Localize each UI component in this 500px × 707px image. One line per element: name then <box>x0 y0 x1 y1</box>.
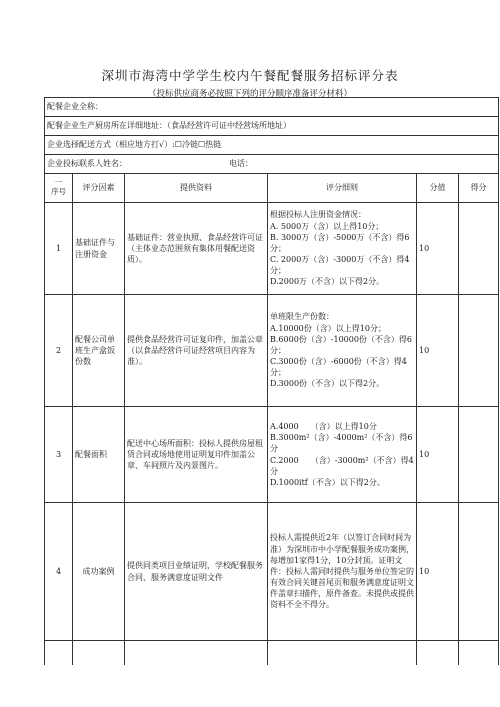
page-title: 深圳市海湾中学学生校内午餐配餐服务招标评分表 <box>101 68 399 83</box>
row-score: 10 <box>417 203 459 295</box>
page-subtitle: （投标供应商务必按照下列的评分顺序准备评分材料） <box>147 89 352 99</box>
table-row <box>45 503 499 641</box>
continued-cell <box>417 641 459 666</box>
header-score: 分值 <box>417 174 459 203</box>
row-criteria <box>268 295 417 407</box>
table-row-continued <box>45 641 499 666</box>
row-seq: 3 <box>45 407 73 503</box>
criteria-line: C. 2000万（含）-3000万（不含）得4分； <box>270 255 410 276</box>
contact-row <box>45 155 499 174</box>
table-header-row <box>45 174 499 203</box>
criteria-line: C.3000份（含）-6000份（不含）得4分； <box>270 357 407 378</box>
row-factor: 配餐公司单班生产盒饭份数 <box>73 295 125 407</box>
criteria-line: A.10000份（含）以上得10分； <box>270 323 386 333</box>
header-seq-label: 序号 <box>51 186 66 196</box>
row-seq: 2 <box>45 295 73 407</box>
row-factor: 基础证件与注册资金 <box>73 203 125 295</box>
criteria-line: B. 3000万（含）-5000万（不含）得6分； <box>270 232 410 253</box>
row-score: 10 <box>417 407 459 503</box>
row-factor: 成功案例 <box>73 503 125 641</box>
company-name-row <box>45 98 499 117</box>
criteria-line: D.1000itf（不含）以下得2分。 <box>270 477 385 487</box>
row-materials: 基础证件：营业执照、食品经营许可证（主体业态范围须有集体用餐配送资质）。 <box>125 203 268 295</box>
criteria-line: D.2000万（不含）以下得2分。 <box>270 277 385 287</box>
continued-cell <box>459 641 499 666</box>
row-materials: 提供同类项目业绩证明，学校配餐服务合同、服务满意度证明文件 <box>125 503 268 641</box>
header-seq-dash: 一 <box>54 177 63 187</box>
contact-phone-label: 电话： <box>229 159 253 169</box>
table-row <box>45 203 499 295</box>
delivery-mode-field: 企业选择配送方式（相应地方打√）:☐冷链☐热链 <box>45 136 499 155</box>
header-points: 得分 <box>459 174 499 203</box>
row-points <box>459 203 499 295</box>
continued-cell <box>125 641 268 666</box>
row-materials: 配送中心场所面积：投标人提供房屋租赁合同或场地使用证明复印件加盖公章、车间照片及内景图片。 <box>125 407 268 503</box>
criteria-line: A.4000 （含）以上得10分 <box>270 421 377 431</box>
table-row <box>45 407 499 503</box>
row-materials: 提供食品经营许可证复印件，加盖公章（以食品经营许可证经营项目内容为准）。 <box>125 295 268 407</box>
criteria-line: B.6000份（含）-10000份（不含）得6分； <box>270 334 413 355</box>
row-points <box>459 503 499 641</box>
header-criteria: 评分细则 <box>268 174 417 203</box>
company-name-field: 配餐企业全称： <box>45 98 499 117</box>
row-criteria <box>268 407 417 503</box>
row-score: 10 <box>417 295 459 407</box>
criteria-line: A. 5000万（含）以上得10分； <box>270 221 384 231</box>
row-seq: 4 <box>45 503 73 641</box>
criteria-line: 投标人需提供近2年（以签订合同时间为准）为深圳市中小学配餐服务成功案例，每增加1家得1分，10分封顶。证明文件：投标人需同时提供与服务单位签定的有效合同关键首尾页和服务满意度证明文件盖章扫描件，原件备查。未提供或提供资料不全不得分。 <box>270 533 414 610</box>
scoring-table <box>44 97 499 665</box>
row-factor: 配餐面积 <box>73 407 125 503</box>
continued-cell <box>268 641 417 666</box>
header-materials: 提供资料 <box>125 174 268 203</box>
kitchen-address-row <box>45 117 499 136</box>
header-factor: 评分因素 <box>73 174 125 203</box>
row-criteria <box>268 503 417 641</box>
criteria-line: C.2000 （含）-3000m²（不含）得4分 <box>270 455 414 476</box>
kitchen-address-field: 配餐企业生产厨房所在详细地址：（食品经营许可证中经营场所地址） <box>45 117 499 136</box>
contact-field <box>45 155 499 174</box>
row-score: 10 <box>417 503 459 641</box>
criteria-line: D.3000份（不含）以下得2分。 <box>270 379 385 389</box>
row-seq: 1 <box>45 203 73 295</box>
criteria-line: 单班限生产份数： <box>270 312 334 322</box>
criteria-line: B.3000m²（含）-4000m²（不含）得6分 <box>270 433 413 454</box>
continued-cell <box>45 641 73 666</box>
row-criteria <box>268 203 417 295</box>
row-points <box>459 407 499 503</box>
criteria-line: 根据投标人注册资金情况： <box>270 210 366 220</box>
contact-name-label: 企业投标联系人姓名： <box>47 159 127 169</box>
table-row <box>45 295 499 407</box>
delivery-mode-row <box>45 136 499 155</box>
header-seq <box>45 174 73 203</box>
continued-cell <box>73 641 125 666</box>
row-points <box>459 295 499 407</box>
